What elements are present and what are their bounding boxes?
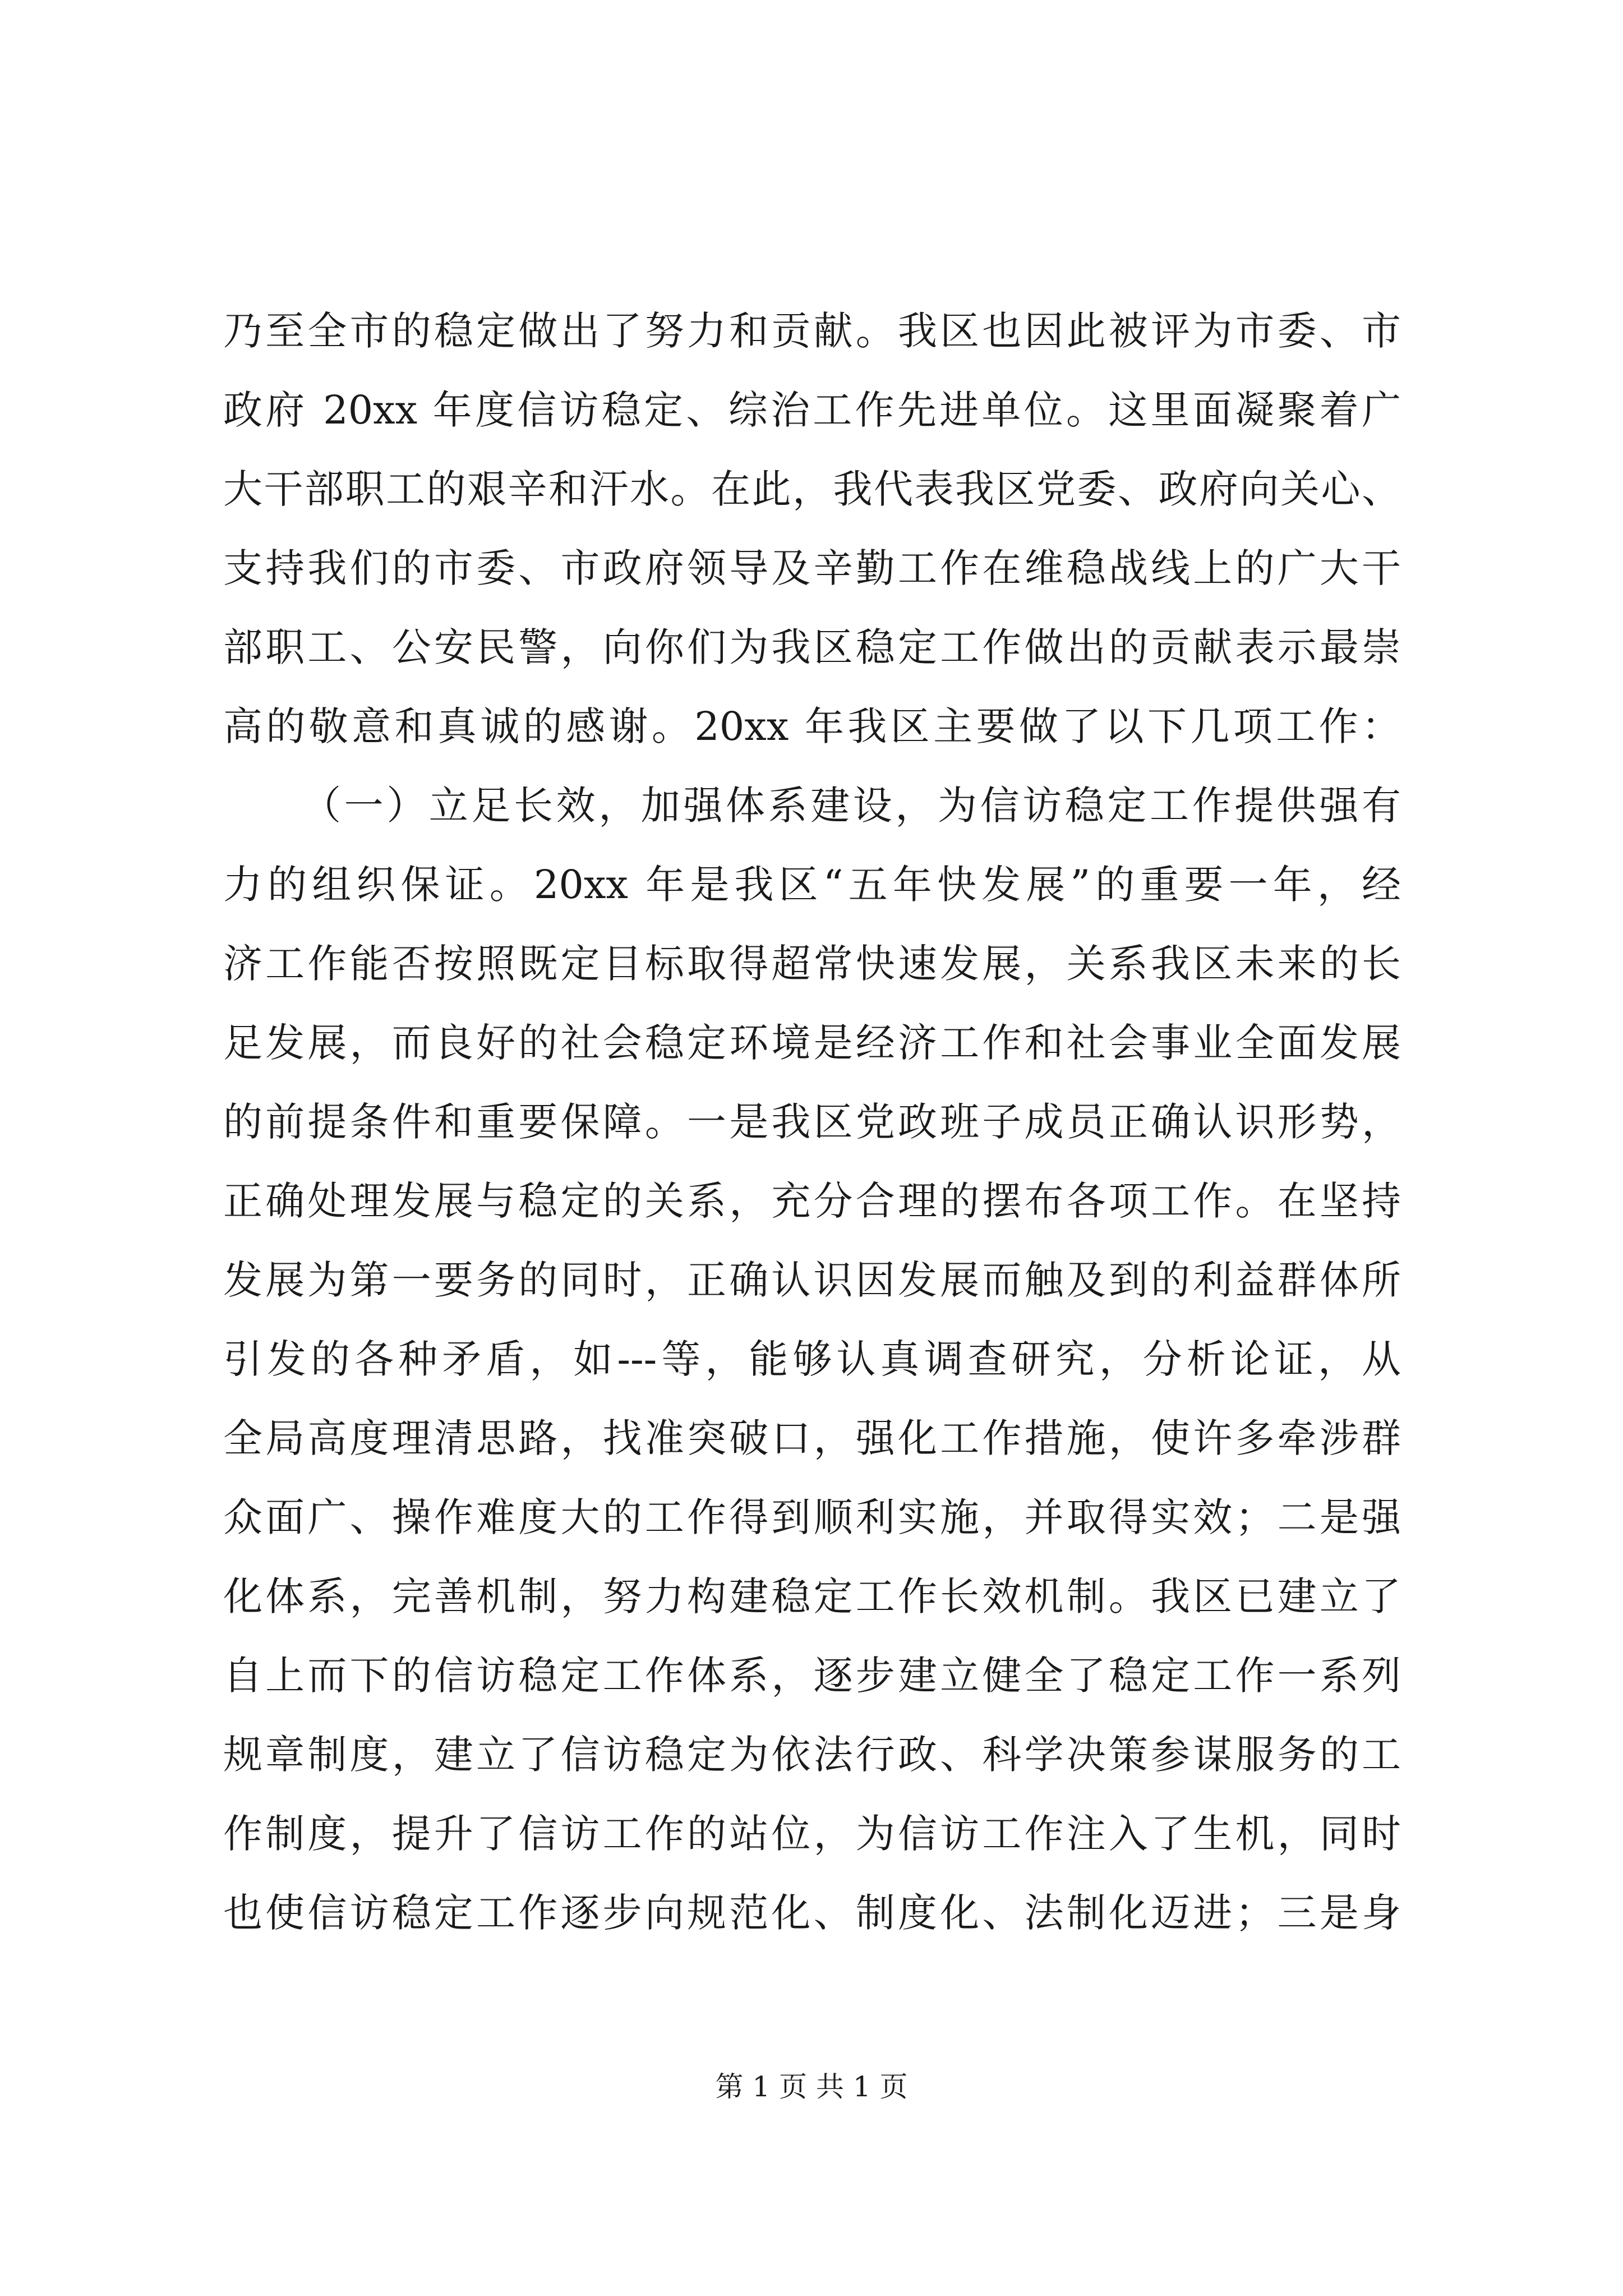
text-line: 足发展，而良好的社会稳定环境是经济工作和社会事业全面发展 [223, 1020, 1401, 1066]
text-line: 济工作能否按照既定目标取得超常快速发展，关系我区未来的长 [223, 941, 1401, 987]
text-line: 支持我们的市委、市政府领导及辛勤工作在维稳战线上的广大干 [223, 545, 1401, 591]
text-line: 全局高度理清思路，找准突破口，强化工作措施，使许多牵涉群 [223, 1415, 1401, 1461]
text-line: 部职工、公安民警，向你们为我区稳定工作做出的贡献表示最崇 [223, 624, 1401, 670]
text-line: 乃至全市的稳定做出了努力和贡献。我区也因此被评为市委、市 [223, 308, 1401, 354]
text-line: 规章制度，建立了信访稳定为依法行政、科学决策参谋服务的工 [223, 1732, 1401, 1778]
text-line: 也使信访稳定工作逐步向规范化、制度化、法制化迈进；三是身 [223, 1890, 1401, 1936]
text-line: 高的敬意和真诚的感谢。20xx 年我区主要做了以下几项工作： [223, 703, 1401, 749]
text-line: 正确处理发展与稳定的关系，充分合理的摆布各项工作。在坚持 [223, 1178, 1401, 1224]
text-line: 大干部职工的艰辛和汗水。在此，我代表我区党委、政府向关心、 [223, 466, 1401, 512]
text-line: 众面广、操作难度大的工作得到顺利实施，并取得实效；二是强 [223, 1494, 1401, 1540]
text-line: 化体系，完善机制，努力构建稳定工作长效机制。我区已建立了 [223, 1573, 1401, 1619]
body-text [223, 292, 1401, 1953]
text-line: 力的组织保证。20xx 年是我区“五年快发展”的重要一年，经 [223, 862, 1401, 908]
text-line: 引发的各种矛盾，如---等，能够认真调查研究，分析论证，从 [223, 1336, 1401, 1382]
section-heading-line: （一）立足长效，加强体系建设，为信访稳定工作提供强有 [302, 783, 1401, 829]
text-line: 的前提条件和重要保障。一是我区党政班子成员正确认识形势， [223, 1099, 1401, 1145]
text-line: 作制度，提升了信访工作的站位，为信访工作注入了生机，同时 [223, 1811, 1401, 1857]
text-line: 政府 20xx 年度信访稳定、综治工作先进单位。这里面凝聚着广 [223, 387, 1401, 433]
page-footer: 第 1 页 共 1 页 [715, 2070, 908, 2103]
text-line: 自上而下的信访稳定工作体系，逐步建立健全了稳定工作一系列 [223, 1653, 1401, 1699]
text-line: 发展为第一要务的同时，正确认识因发展而触及到的利益群体所 [223, 1257, 1401, 1303]
